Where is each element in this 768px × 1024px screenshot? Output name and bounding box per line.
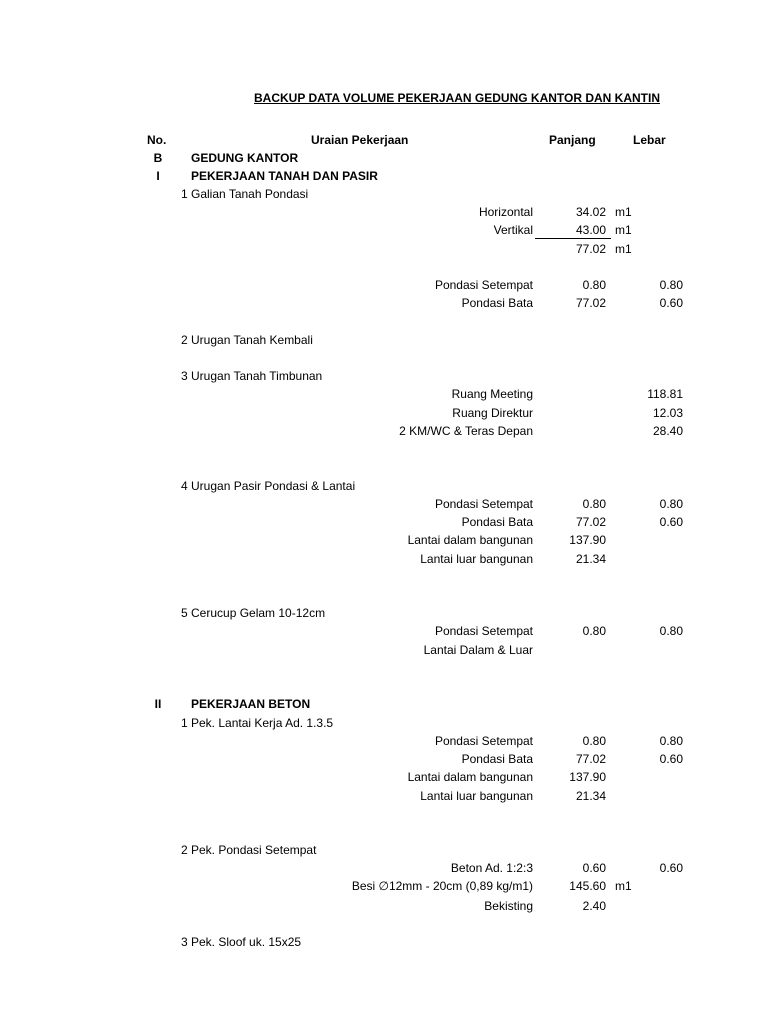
table-row — [0, 877, 768, 895]
header-panjang: Panjang — [549, 133, 596, 147]
table-row — [0, 185, 768, 203]
item-title: 2 Pek. Pondasi Setempat — [181, 843, 317, 857]
table-row — [0, 768, 768, 786]
table-row — [0, 240, 768, 258]
unit-label: m1 — [615, 223, 632, 237]
row-label: Bekisting — [484, 899, 533, 913]
panjang-value: 0.80 — [582, 278, 606, 292]
row-label: Pondasi Bata — [461, 296, 533, 310]
row-label: Pondasi Setempat — [434, 624, 533, 638]
row-label: Lantai Dalam & Luar — [423, 643, 533, 657]
table-row — [0, 149, 768, 167]
panjang-value: 0.80 — [582, 497, 606, 511]
table-row — [0, 550, 768, 568]
panjang-value: 21.34 — [575, 552, 606, 566]
section-title: PEKERJAAN BETON — [191, 697, 311, 711]
row-label: Lantai dalam bangunan — [407, 770, 533, 784]
table-row — [0, 859, 768, 877]
row-label: Lantai dalam bangunan — [407, 533, 533, 547]
lebar-value: 0.60 — [659, 515, 683, 529]
row-label: Pondasi Bata — [461, 752, 533, 766]
row-label: Lantai luar bangunan — [420, 552, 533, 566]
row-label: Pondasi Setempat — [434, 497, 533, 511]
item-title: 1 Pek. Lantai Kerja Ad. 1.3.5 — [181, 716, 334, 730]
row-label: Vertikal — [493, 223, 533, 237]
table-row — [0, 477, 768, 495]
row-number: I — [156, 169, 160, 183]
panjang-value: 137.90 — [569, 770, 606, 784]
panjang-value: 43.00 — [575, 223, 606, 237]
lebar-value: 0.80 — [659, 497, 683, 511]
panjang-value: 137.90 — [569, 533, 606, 547]
table-row — [0, 695, 768, 713]
table-row — [0, 331, 768, 349]
panjang-value: 0.80 — [582, 734, 606, 748]
table-row — [0, 622, 768, 640]
lebar-value: 0.80 — [659, 734, 683, 748]
table-row — [0, 732, 768, 750]
header-uraian: Uraian Pekerjaan — [311, 133, 409, 147]
table-row — [0, 404, 768, 422]
panjang-value: 2.40 — [582, 899, 606, 913]
section-title: PEKERJAAN TANAH DAN PASIR — [191, 169, 378, 183]
table-row — [0, 531, 768, 549]
panjang-value: 77.02 — [575, 296, 606, 310]
lebar-value: 0.60 — [659, 861, 683, 875]
panjang-value: 0.60 — [582, 861, 606, 875]
row-label: 2 KM/WC & Teras Depan — [399, 424, 533, 438]
table-row — [0, 495, 768, 513]
row-label: Ruang Direktur — [452, 406, 533, 420]
lebar-value: 0.60 — [659, 752, 683, 766]
table-row — [0, 221, 768, 239]
row-label: Pondasi Setempat — [434, 734, 533, 748]
header-lebar: Lebar — [633, 133, 666, 147]
table-row — [0, 422, 768, 440]
unit-label: m1 — [615, 879, 632, 893]
row-number: II — [154, 697, 162, 711]
table-row — [0, 294, 768, 312]
panjang-value: 34.02 — [575, 205, 606, 219]
panjang-value: 21.34 — [575, 789, 606, 803]
lebar-value: 0.60 — [659, 296, 683, 310]
row-label: Lantai luar bangunan — [420, 789, 533, 803]
row-label: Pondasi Setempat — [434, 278, 533, 292]
item-title: 4 Urugan Pasir Pondasi & Lantai — [181, 479, 356, 493]
table-row — [0, 750, 768, 768]
lebar-value: 28.40 — [652, 424, 683, 438]
document-title: BACKUP DATA VOLUME PEKERJAAN GEDUNG KANTOR DAN KANTIN — [254, 91, 661, 105]
table-row — [0, 641, 768, 659]
table-row — [0, 367, 768, 385]
row-label: Besi ∅12mm - 20cm (0,89 kg/m1) — [351, 879, 533, 893]
table-row — [0, 385, 768, 403]
item-title: 3 Urugan Tanah Timbunan — [181, 369, 323, 383]
panjang-value: 145.60 — [569, 879, 606, 893]
item-title: 3 Pek. Sloof uk. 15x25 — [181, 935, 302, 949]
panjang-value: 77.02 — [575, 515, 606, 529]
row-label: Pondasi Bata — [461, 515, 533, 529]
item-title: 2 Urugan Tanah Kembali — [181, 333, 313, 347]
table-row — [0, 787, 768, 805]
row-label: Ruang Meeting — [451, 387, 533, 401]
table-row — [0, 897, 768, 915]
row-label: Beton Ad. 1:2:3 — [450, 861, 533, 875]
panjang-value: 77.02 — [575, 752, 606, 766]
lebar-value: 0.80 — [659, 624, 683, 638]
unit-label: m1 — [615, 242, 632, 256]
panjang-value: 77.02 — [575, 242, 606, 256]
table-row — [0, 714, 768, 732]
table-row — [0, 933, 768, 951]
row-number: B — [153, 151, 163, 165]
lebar-value: 118.81 — [647, 387, 683, 401]
unit-label: m1 — [615, 205, 632, 219]
lebar-value: 0.80 — [659, 278, 683, 292]
row-label: Horizontal — [478, 205, 533, 219]
header-no: No. — [147, 133, 167, 147]
table-row — [0, 276, 768, 294]
item-title: 1 Galian Tanah Pondasi — [181, 187, 309, 201]
panjang-value: 0.80 — [582, 624, 606, 638]
table-row — [0, 841, 768, 859]
section-title: GEDUNG KANTOR — [191, 151, 299, 165]
item-title: 5 Cerucup Gelam 10-12cm — [181, 606, 326, 620]
lebar-value: 12.03 — [652, 406, 683, 420]
table-row — [0, 167, 768, 185]
table-row — [0, 604, 768, 622]
table-row — [0, 203, 768, 221]
table-row — [0, 513, 768, 531]
